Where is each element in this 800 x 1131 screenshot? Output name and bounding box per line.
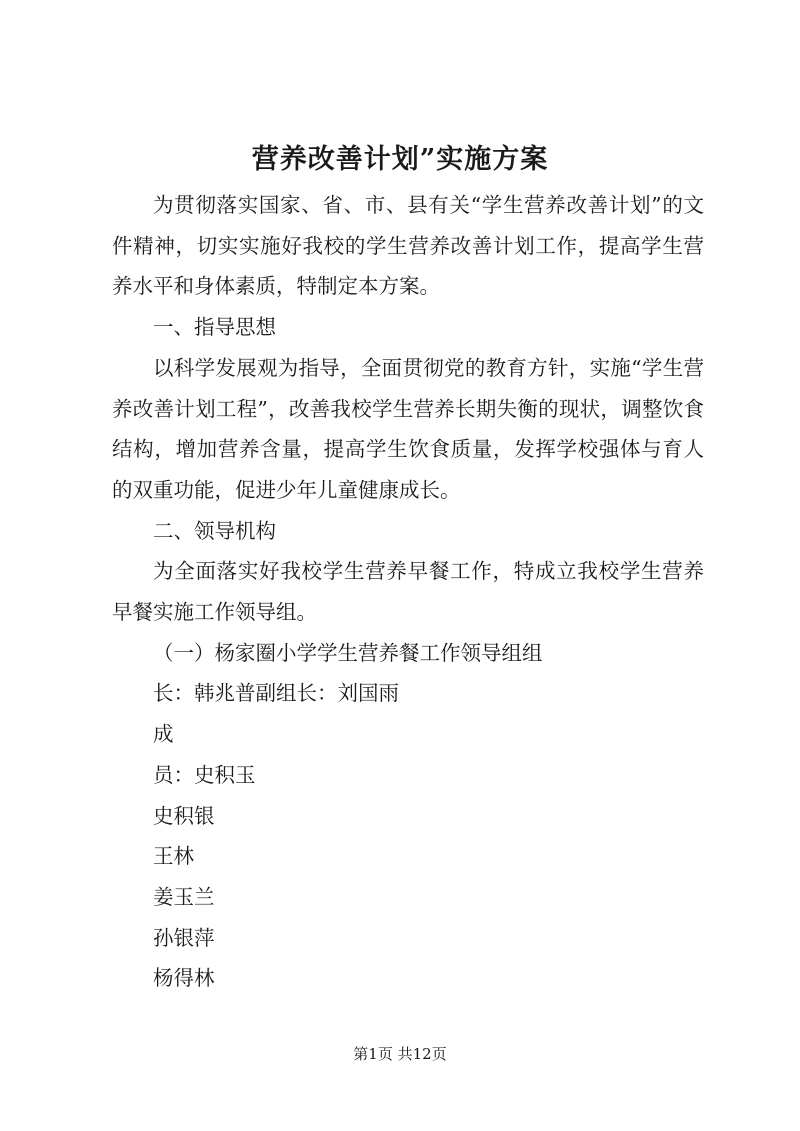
document-body <box>112 185 704 999</box>
section2-paragraph: 为全面落实好我校学生营养早餐工作，特成立我校学生营养早餐实施工作领导组。 <box>112 559 704 625</box>
member-line: 杨得林 <box>153 966 215 991</box>
group-heading: （一）杨家圈小学学生营养餐工作领导组组 <box>153 640 543 665</box>
page-number-footer: 第1页 共12页 <box>353 1045 447 1063</box>
member-line: 姜玉兰 <box>153 884 215 909</box>
member-line: 员：史积玉 <box>153 762 256 787</box>
section2-heading: 二、领导机构 <box>153 518 276 543</box>
document-title: 营养改善计划”实施方案 <box>251 144 549 175</box>
member-line: 孙银萍 <box>153 925 215 950</box>
section1-heading: 一、指导思想 <box>153 315 276 340</box>
intro-paragraph: 为贯彻落实国家、省、市、县有关“学生营养改善计划”的文件精神，切实实施好我校的学生营养改善计划工作，提高学生营养水平和身体素质，特制定本方案。 <box>112 193 704 299</box>
member-line: 王林 <box>153 844 194 869</box>
member-line: 史积银 <box>153 803 215 828</box>
section1-paragraph: 以科学发展观为指导，全面贯彻党的教育方针，实施“学生营养改善计划工程”，改善我校学生营养长期失衡的现状，调整饮食结构，增加营养含量，提高学生饮食质量，发挥学校强体与育人的双重功能，促进少年儿童健康成长。 <box>112 355 704 502</box>
member-line: 成 <box>153 722 174 747</box>
member-line: 长：韩兆普副组长：刘国雨 <box>153 681 399 706</box>
